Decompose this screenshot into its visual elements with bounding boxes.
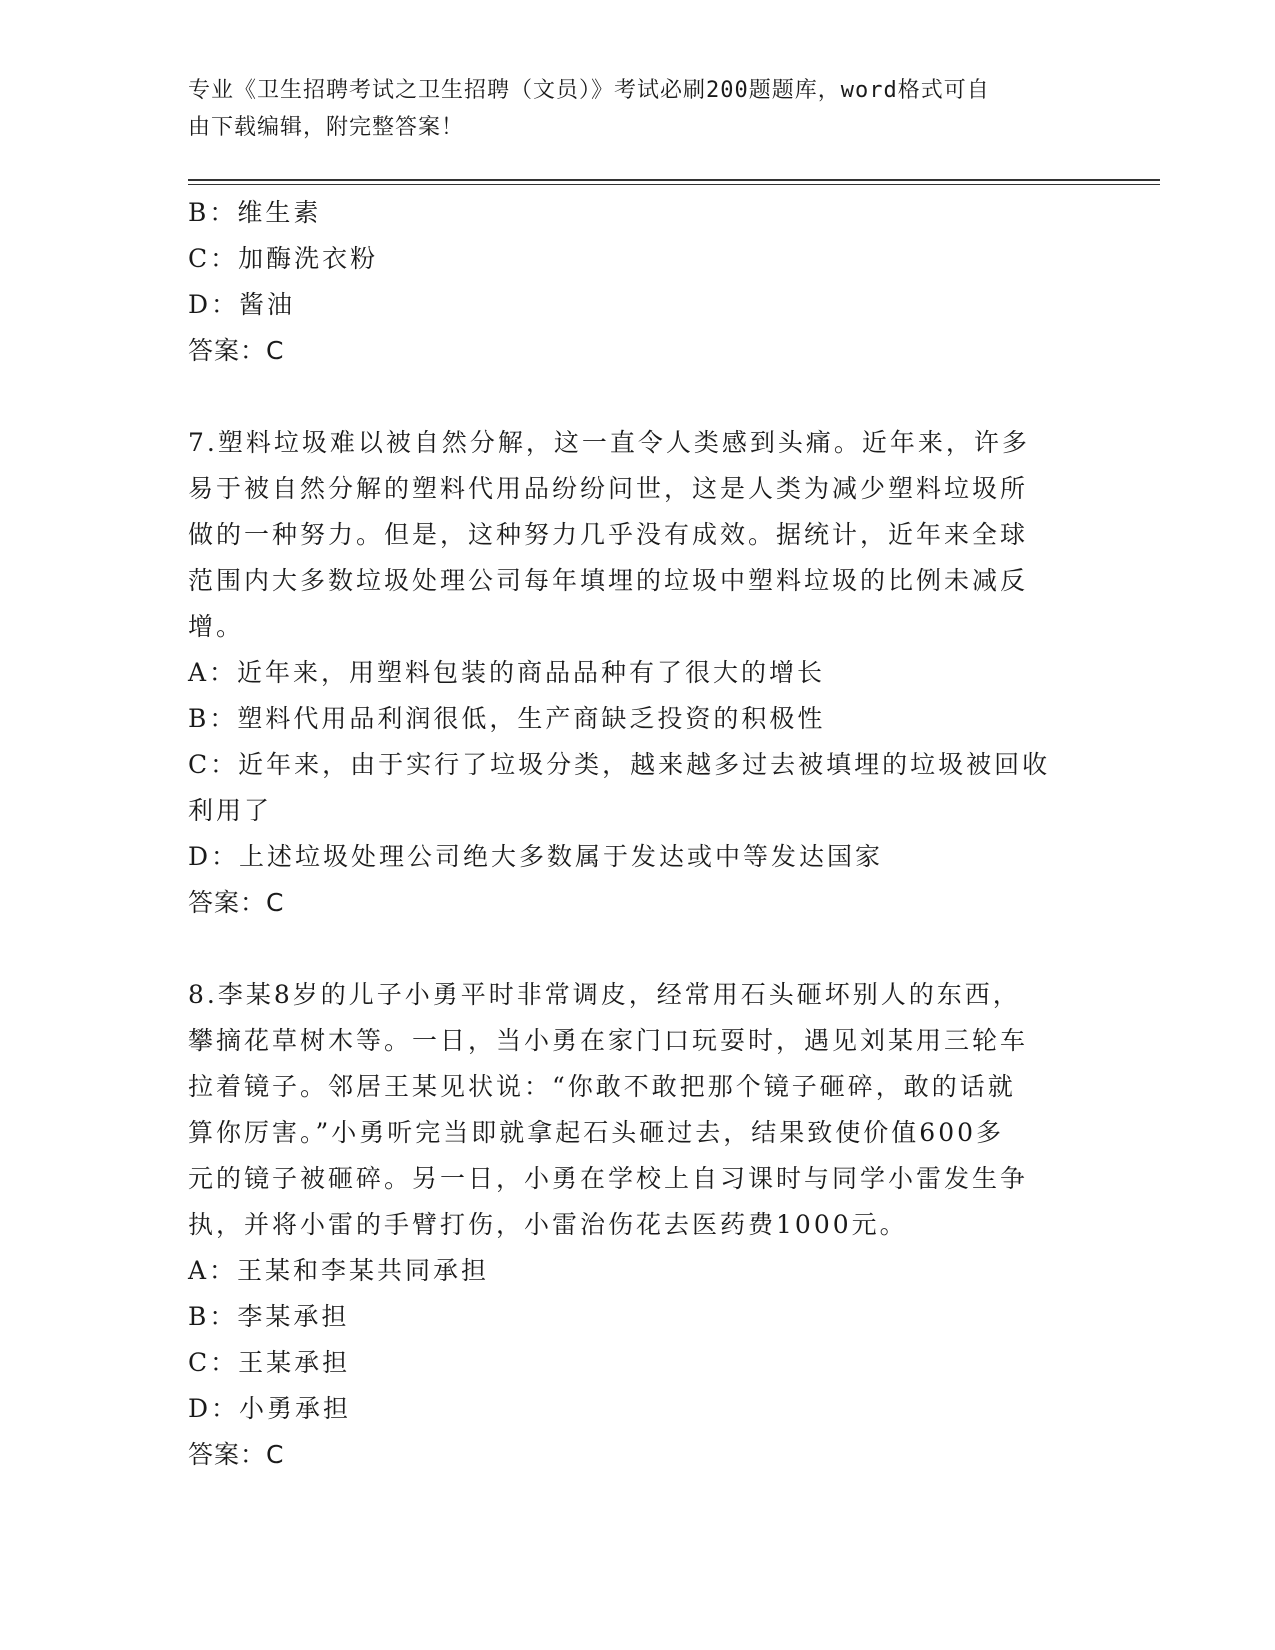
option-c: C：近年来，由于实行了垃圾分类，越来越多过去被填埋的垃圾被回收	[188, 750, 1051, 779]
header-rule-thin	[188, 184, 1160, 185]
page-header	[188, 72, 1068, 146]
option-c: C：加酶洗衣粉	[188, 244, 379, 273]
header-line-2: 由下载编辑，附完整答案！	[188, 115, 465, 140]
spacer	[188, 374, 1088, 420]
stem-line: 8.李某8岁的儿子小勇平时非常调皮，经常用石头砸坏别人的东西，	[188, 980, 1021, 1009]
answer: 答案：C	[188, 1440, 285, 1469]
stem-line: 执，并将小雷的手臂打伤，小雷治伤花去医药费1000元。	[188, 1210, 908, 1239]
document-body	[188, 190, 1088, 1478]
stem-line: 拉着镜子。邻居王某见状说：“你敢不敢把那个镜子砸碎，敢的话就	[188, 1072, 1016, 1101]
option-b: B：李某承担	[188, 1302, 350, 1331]
option-b: B：塑料代用品利润很低，生产商缺乏投资的积极性	[188, 704, 826, 733]
option-d: D：酱油	[188, 290, 296, 319]
option-a: A：近年来，用塑料包装的商品品种有了很大的增长	[188, 658, 826, 687]
option-d: D：上述垃圾处理公司绝大多数属于发达或中等发达国家	[188, 842, 884, 871]
question-7	[188, 420, 1088, 926]
option-c-cont: 利用了	[188, 796, 273, 825]
stem-line: 做的一种努力。但是，这种努力几乎没有成效。据统计，近年来全球	[188, 520, 1029, 549]
option-d: D：小勇承担	[188, 1394, 352, 1423]
stem-line: 易于被自然分解的塑料代用品纷纷问世，这是人类为减少塑料垃圾所	[188, 474, 1029, 503]
header-line-1: 专业《卫生招聘考试之卫生招聘（文员）》考试必刷200题题库，word格式可自	[188, 78, 990, 103]
stem-line: 攀摘花草树木等。一日，当小勇在家门口玩耍时，遇见刘某用三轮车	[188, 1026, 1029, 1055]
stem-line: 范围内大多数垃圾处理公司每年填埋的垃圾中塑料垃圾的比例未减反	[188, 566, 1029, 595]
answer: 答案：C	[188, 888, 285, 917]
stem-line: 7.塑料垃圾难以被自然分解，这一直令人类感到头痛。近年来，许多	[188, 428, 1030, 457]
prev-question	[188, 190, 1088, 374]
stem-line: 算你厉害。”小勇听完当即就拿起石头砸过去，结果致使价值600多	[188, 1118, 1005, 1147]
answer: 答案：C	[188, 336, 285, 365]
spacer	[188, 926, 1088, 972]
question-8	[188, 972, 1088, 1478]
option-b: B：维生素	[188, 198, 322, 227]
stem-line: 增。	[188, 612, 245, 641]
option-a: A：王某和李某共同承担	[188, 1256, 490, 1285]
header-rule-thick	[188, 179, 1160, 181]
option-c: C：王某承担	[188, 1348, 351, 1377]
stem-line: 元的镜子被砸碎。另一日，小勇在学校上自习课时与同学小雷发生争	[188, 1164, 1029, 1193]
